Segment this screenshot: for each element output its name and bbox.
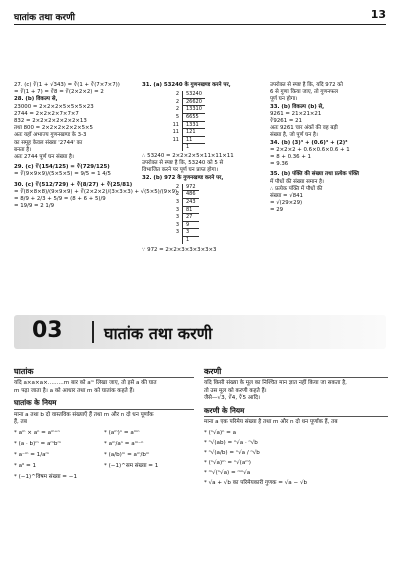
running-title: घातांक तथा करणी — [14, 13, 75, 23]
quotient: 13310 — [183, 106, 205, 114]
rule-item: * (−1)^सम संख्या = 1 — [104, 463, 159, 470]
text-line: हैं, तब — [14, 419, 27, 426]
divisor: 3 — [168, 198, 183, 206]
page-header — [14, 10, 386, 25]
quotient: 1 — [186, 144, 190, 151]
quotient: 243 — [183, 198, 199, 206]
page-number: 13 — [370, 8, 386, 21]
solution-line: = 19/9 = 2 1/9 — [14, 203, 55, 210]
text-line: जैसे—√3, ∛4, ∜5 आदि। — [204, 395, 261, 402]
solution-line: 34. (b) (3)³ + (0.6)³ + (2)³ — [270, 139, 348, 146]
solution-line: अतः 2744 पूर्ण घन संख्या है। — [14, 154, 74, 161]
rule-item: * (ⁿ√a)ᵐ = ⁿ√(aᵐ) — [204, 460, 251, 467]
solution-line: तथा 800 = 2×2×2×2×2×5×5 — [14, 125, 93, 132]
text-line: यदि किसी संख्या के मूल का निश्चित मान ज्ञात नहीं किया जा सकता है, — [204, 380, 347, 387]
solution-line: पूर्ण घन होगा। — [270, 96, 298, 103]
quotient: 6655 — [183, 113, 205, 121]
solution-line: ∴ प्रत्येक पंक्ति में पौधों की — [270, 185, 323, 192]
section-heading: करणी — [204, 367, 222, 376]
quotient: 1331 — [183, 121, 205, 129]
solution-line: 9261 = 21×21×21 — [270, 110, 322, 117]
chapter-title: घातांक तथा करणी — [104, 324, 213, 343]
table-row — [168, 221, 199, 229]
solution-line: = 8 + 0.36 + 1 — [270, 154, 311, 161]
divisor: 3 — [168, 206, 183, 214]
rule-item: * (−1)^विषम संख्या = −1 — [14, 474, 78, 481]
solution-line: 832 = 2×2×2×2×2×2×13 — [14, 118, 87, 125]
table-row — [168, 184, 199, 191]
chapter-banner — [14, 315, 386, 349]
table-row — [168, 206, 199, 214]
solution-line: अतः यहाँ अभाज्य गुणनखण्ड के 3-3 — [14, 132, 87, 139]
rule-item: * a⁰ = 1 — [14, 463, 37, 470]
rule-item: * (a/b)ᵐ = aᵐ/bᵐ — [104, 452, 150, 459]
heading-rule — [14, 409, 194, 410]
quotient: 9 — [183, 221, 199, 229]
quotient: 121 — [183, 129, 205, 137]
factor-table-53240 — [168, 91, 205, 151]
quotient: 53240 — [183, 91, 205, 98]
divisor: 2 — [168, 184, 183, 191]
table-row — [168, 91, 205, 98]
solution-line: 28. (b) विकल्प से, — [14, 96, 58, 103]
solution-line: ∵ 972 = 2×2×3×3×3×3×3 — [142, 246, 217, 253]
heading-rule — [14, 377, 194, 378]
solution-line: 30. (c) ∛(512/729) + ∛(8/27) + ∛(25/81) — [14, 181, 133, 188]
table-row — [168, 144, 205, 151]
banner-divider — [92, 321, 94, 343]
solution-line: = ∛(8×8×8)/(9×9×9) + ∛(2×2×2)/(3×3×3) + √(5×5)/(9×9) — [14, 188, 178, 195]
divisor: 2 — [168, 91, 183, 98]
solutions-column-2 — [142, 82, 262, 254]
text-line: m पढ़ा जाता है। a को आधार तथा m को घातांक कहते हैं। — [14, 387, 135, 394]
surd-rules-list — [204, 428, 388, 488]
solution-line: बनता है। — [14, 146, 32, 153]
rule-item: * (ⁿ√a)ⁿ = a — [204, 430, 237, 437]
table-row — [168, 129, 205, 137]
text-line: माना a एक परिमेय संख्या है तथा m और n दो धन पूर्णांक हैं, तब — [204, 419, 338, 426]
solution-line: उपरोक्त से स्पष्ट है कि, यदि 972 को — [270, 82, 343, 88]
solution-line: ∛9261 = 21 — [270, 118, 302, 125]
quotient: 81 — [183, 206, 199, 214]
solution-line: = √(29×29) — [270, 200, 303, 207]
divisor: 11 — [168, 129, 183, 137]
rule-item: * a⁻ᵐ = 1/aᵐ — [14, 452, 50, 459]
text-line: यदि a×a×a×.........m बार को aᵐ लिखा जाए, तो इसे a की घात — [14, 380, 157, 387]
rule-item: * ᵐ√(ⁿ√a) = ᵐⁿ√a — [204, 470, 251, 477]
solution-line: संख्या = √841 — [270, 193, 303, 200]
divisor — [168, 236, 183, 243]
rule-item: * √a + √b का परिमेयकारी गुणक = √a − √b — [204, 480, 308, 487]
surd-section — [204, 368, 388, 488]
exponent-section — [14, 368, 194, 483]
quotient: 3 — [183, 229, 199, 237]
solution-line: 31. (a) 53240 के गुणनखण्ड करने पर, — [142, 82, 231, 88]
heading-rule — [204, 377, 388, 378]
solution-line: में पौधों की संख्या समान है। — [270, 178, 324, 185]
quotient: 972 — [183, 184, 199, 191]
chapter-number: 03 — [32, 318, 63, 343]
table-row — [168, 191, 199, 199]
subsection-heading: करणी के नियम — [204, 405, 245, 415]
quotient: 1 — [186, 236, 190, 243]
solution-line: अतः 9261 चार अंकों की वह बड़ी — [270, 125, 338, 132]
table-row — [168, 214, 199, 222]
solution-line: 33. (b) विकल्प (b) से, — [270, 103, 325, 110]
factor-table-972 — [168, 184, 199, 244]
solution-line: = 29 — [270, 207, 284, 214]
solution-line: = 9.36 — [270, 161, 289, 168]
divisor: 2 — [168, 98, 183, 106]
subsection-heading: घातांक के नियम — [14, 398, 57, 408]
table-row — [168, 121, 205, 129]
table-row — [168, 198, 199, 206]
solutions-column-3 — [270, 82, 388, 215]
solution-line: 2744 = 2×2×2×7×7×7 — [14, 110, 79, 117]
table-row — [168, 136, 205, 144]
section-heading: घातांक — [14, 367, 34, 376]
text-line: माना a तथा b दो वास्तविक संख्याएँ हैं तथा m और n दो धन पूर्णांक — [14, 411, 154, 418]
quotient: 26620 — [183, 98, 205, 106]
text-line: तो उस मूल को करणी कहते हैं। — [204, 387, 267, 394]
rule-item: * aᵐ × aⁿ = aᵐ⁺ⁿ — [14, 430, 60, 437]
solution-line: 32. (b) 972 के गुणनखण्ड करने पर, — [142, 174, 224, 181]
table-row — [168, 229, 199, 237]
rule-item: * aᵐ/aⁿ = aᵐ⁻ⁿ — [104, 441, 144, 448]
solution-line: संख्या है, जो पूर्ण घन है। — [270, 132, 318, 139]
solution-line: = ∛(9×9×9)/(5×5×5) = 9/5 = 1 4/5 — [14, 171, 111, 178]
divisor — [168, 144, 183, 151]
table-row — [168, 106, 205, 114]
quotient: 27 — [183, 214, 199, 222]
solution-line: = 2×2×2 + 0.6×0.6×0.6 + 1 — [270, 146, 350, 153]
divisor: 2 — [168, 106, 183, 114]
divisor: 3 — [168, 229, 183, 237]
rule-item: * ⁿ√(a/b) = ⁿ√a / ⁿ√b — [204, 450, 260, 457]
divisor: 11 — [168, 136, 183, 144]
heading-rule — [204, 416, 388, 417]
solution-line: 29. (c) ∛(154/125) = ∛(729/125) — [14, 164, 110, 171]
table-row — [168, 236, 199, 243]
solution-line: उपरोक्त से स्पष्ट है कि, 53240 को 5 से — [142, 160, 224, 167]
solution-line: 23000 = 2×2×2×5×5×5×23 — [14, 103, 94, 110]
quotient: 11 — [183, 136, 205, 144]
solution-line: 35. (b) पंक्ति की संख्या तथा प्रत्येक पंक्ति — [270, 171, 359, 178]
rule-item: * (a · b)ᵐ = aᵐbᵐ — [14, 441, 61, 448]
divisor: 11 — [168, 121, 183, 129]
solution-line: 27. (c) ∛(1 + √343) = ∛(1 + ∛(7×7×7)) — [14, 82, 120, 88]
rule-item: * ⁿ√(ab) = ⁿ√a · ⁿ√b — [204, 440, 258, 447]
solution-line: विभाजित करने पर पूर्ण घन प्राप्त होगा। — [142, 167, 218, 174]
divisor: 3 — [168, 221, 183, 229]
table-row — [168, 113, 205, 121]
solution-line: का समूह केवल संख्या '2744' का — [14, 139, 83, 146]
solution-line: = 8/9 + 2/3 + 5/9 = (8 + 6 + 5)/9 — [14, 196, 106, 203]
divisor: 5 — [168, 113, 183, 121]
exponent-rules-list — [14, 428, 194, 483]
rule-item: * (aᵐ)ⁿ = aᵐⁿ — [104, 430, 140, 437]
divisor: 2 — [168, 191, 183, 199]
solution-line: ∴ 53240 = 2×2×2×5×11×11×11 — [142, 152, 234, 159]
divisor: 3 — [168, 214, 183, 222]
quotient: 486 — [183, 191, 199, 199]
solution-line: 6 से गुणा किया जाए, तो गुणनफल — [270, 89, 339, 96]
solution-line: = ∛(1 + 7) = ∛8 = ∛(2×2×2) = 2 — [14, 89, 104, 96]
table-row — [168, 98, 205, 106]
